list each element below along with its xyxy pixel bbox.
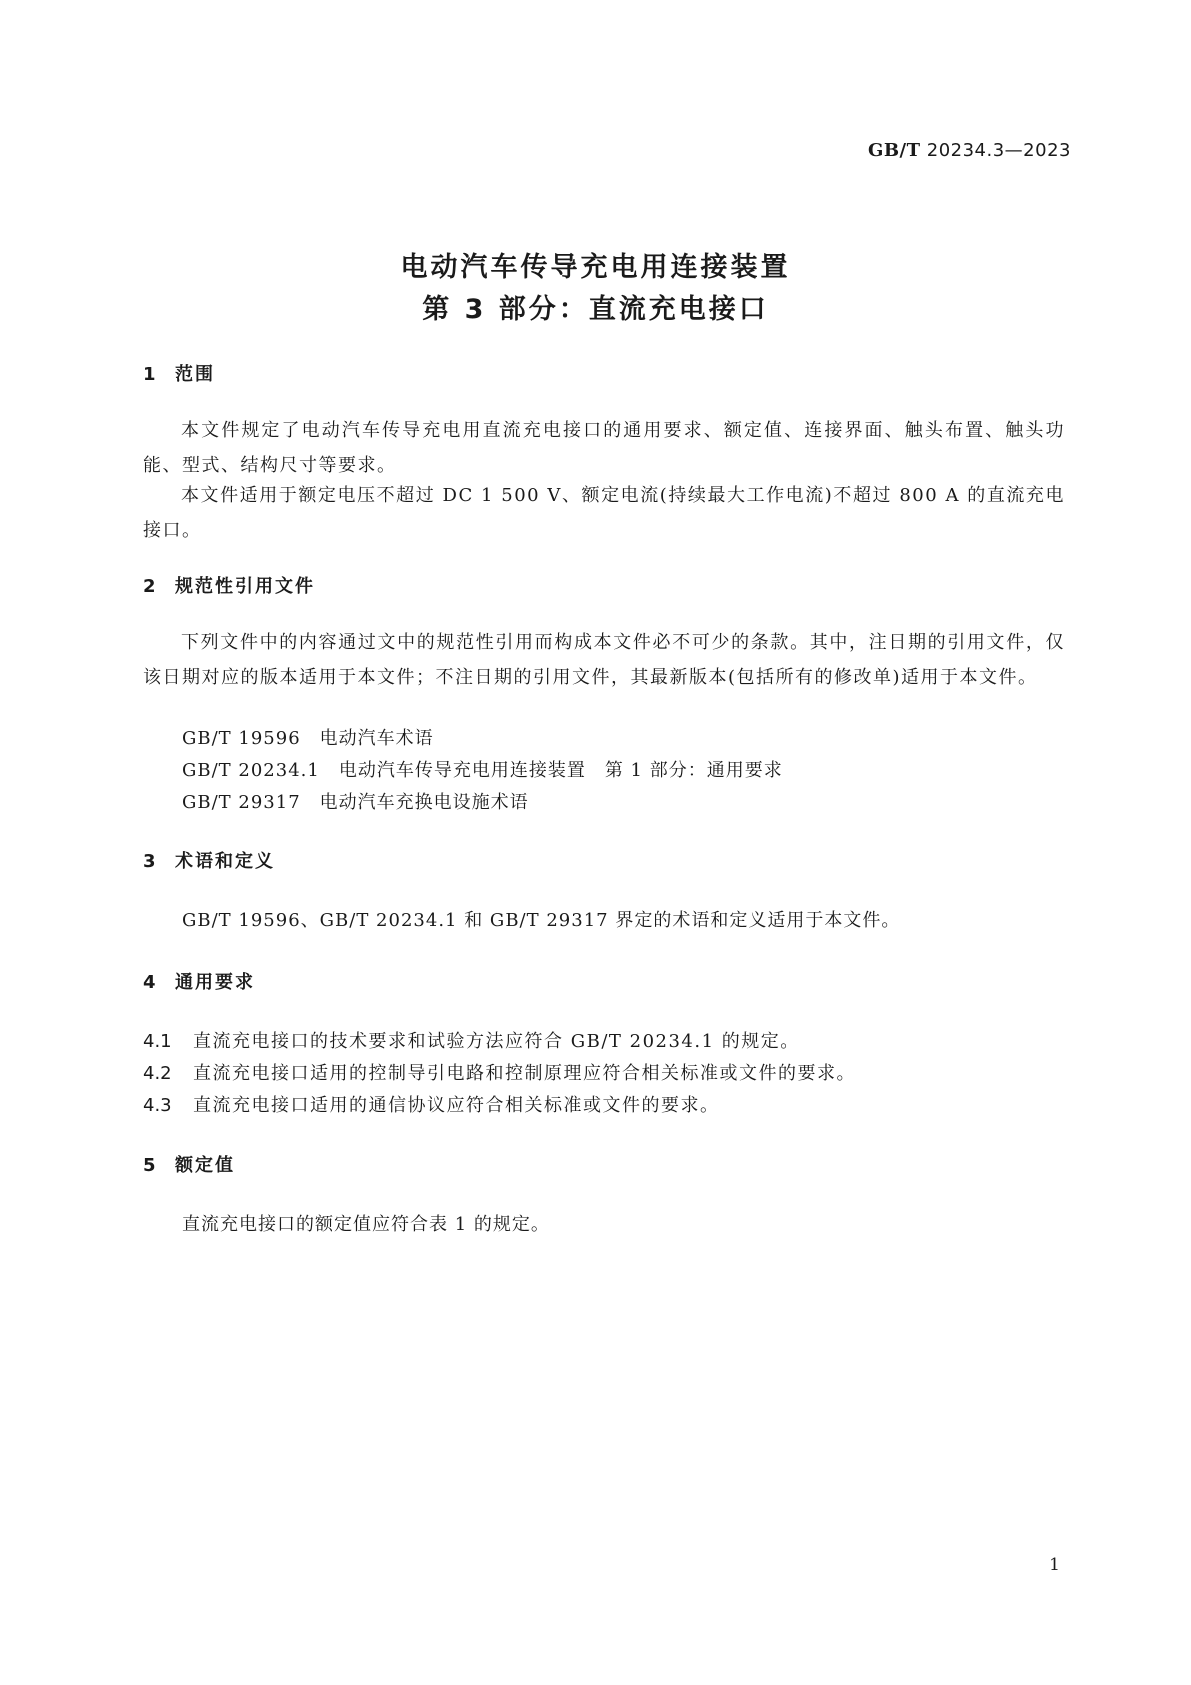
clause-text: 直流充电接口适用的通信协议应符合相关标准或文件的要求。 (193, 1095, 720, 1116)
section-heading-normative-references (143, 572, 315, 598)
clause-number: 4.1 (143, 1031, 172, 1052)
document-title-line1: 电动汽车传导充电用连接装置 (400, 252, 791, 283)
scope-paragraph-1: 本文件规定了电动汽车传导充电用直流充电接口的通用要求、额定值、连接界面、触头布置、触头功能、型式、结构尺寸等要求。 (143, 420, 1065, 476)
section-title: 范围 (175, 364, 215, 385)
document-title-line2: 第 3 部分：直流充电接口 (422, 294, 769, 325)
scope-paragraph-2: 本文件适用于额定电压不超过 DC 1 500 V、额定电流(持续最大工作电流)不超过 800 A 的直流充电接口。 (143, 485, 1065, 541)
section-title: 术语和定义 (175, 851, 275, 872)
section-heading-terms (143, 847, 275, 873)
section-number: 3 (143, 851, 156, 872)
standard-number (868, 140, 1071, 161)
section-number: 5 (143, 1155, 156, 1176)
clause-text: 直流充电接口的技术要求和试验方法应符合 GB/T 20234.1 的规定。 (193, 1031, 800, 1052)
section-title: 额定值 (175, 1155, 235, 1176)
section-title: 规范性引用文件 (175, 576, 315, 597)
clause-number: 4.2 (143, 1063, 172, 1084)
standard-prefix: GB/T (867, 140, 921, 161)
reference-item: GB/T 19596 电动汽车术语 (182, 728, 434, 749)
reference-item: GB/T 29317 电动汽车充换电设施术语 (182, 792, 529, 813)
references-paragraph: 下列文件中的内容通过文中的规范性引用而构成本文件必不可少的条款。其中，注日期的引用文件，仅该日期对应的版本适用于本文件；不注日期的引用文件，其最新版本(包括所有的修改单)适用于本文件。 (143, 632, 1065, 688)
section-title: 通用要求 (175, 972, 255, 993)
clause-4-2 (143, 1059, 856, 1085)
section-number: 2 (143, 576, 156, 597)
section-heading-general-requirements (143, 968, 255, 994)
clause-text: 直流充电接口适用的控制导引电路和控制原理应符合相关标准或文件的要求。 (193, 1063, 856, 1084)
section-heading-scope (143, 360, 215, 386)
reference-item: GB/T 20234.1 电动汽车传导充电用连接装置 第 1 部分：通用要求 (182, 760, 783, 781)
ratings-paragraph: 直流充电接口的额定值应符合表 1 的规定。 (182, 1214, 550, 1235)
section-number: 4 (143, 972, 156, 993)
clause-4-3 (143, 1091, 720, 1117)
section-heading-ratings (143, 1151, 235, 1177)
page-number: 1 (1049, 1555, 1060, 1575)
standard-code: 20234.3—2023 (926, 140, 1071, 161)
section-number: 1 (143, 364, 156, 385)
clause-number: 4.3 (143, 1095, 172, 1116)
clause-4-1 (143, 1027, 800, 1053)
terms-paragraph: GB/T 19596、GB/T 20234.1 和 GB/T 29317 界定的术语和定义适用于本文件。 (182, 910, 901, 931)
